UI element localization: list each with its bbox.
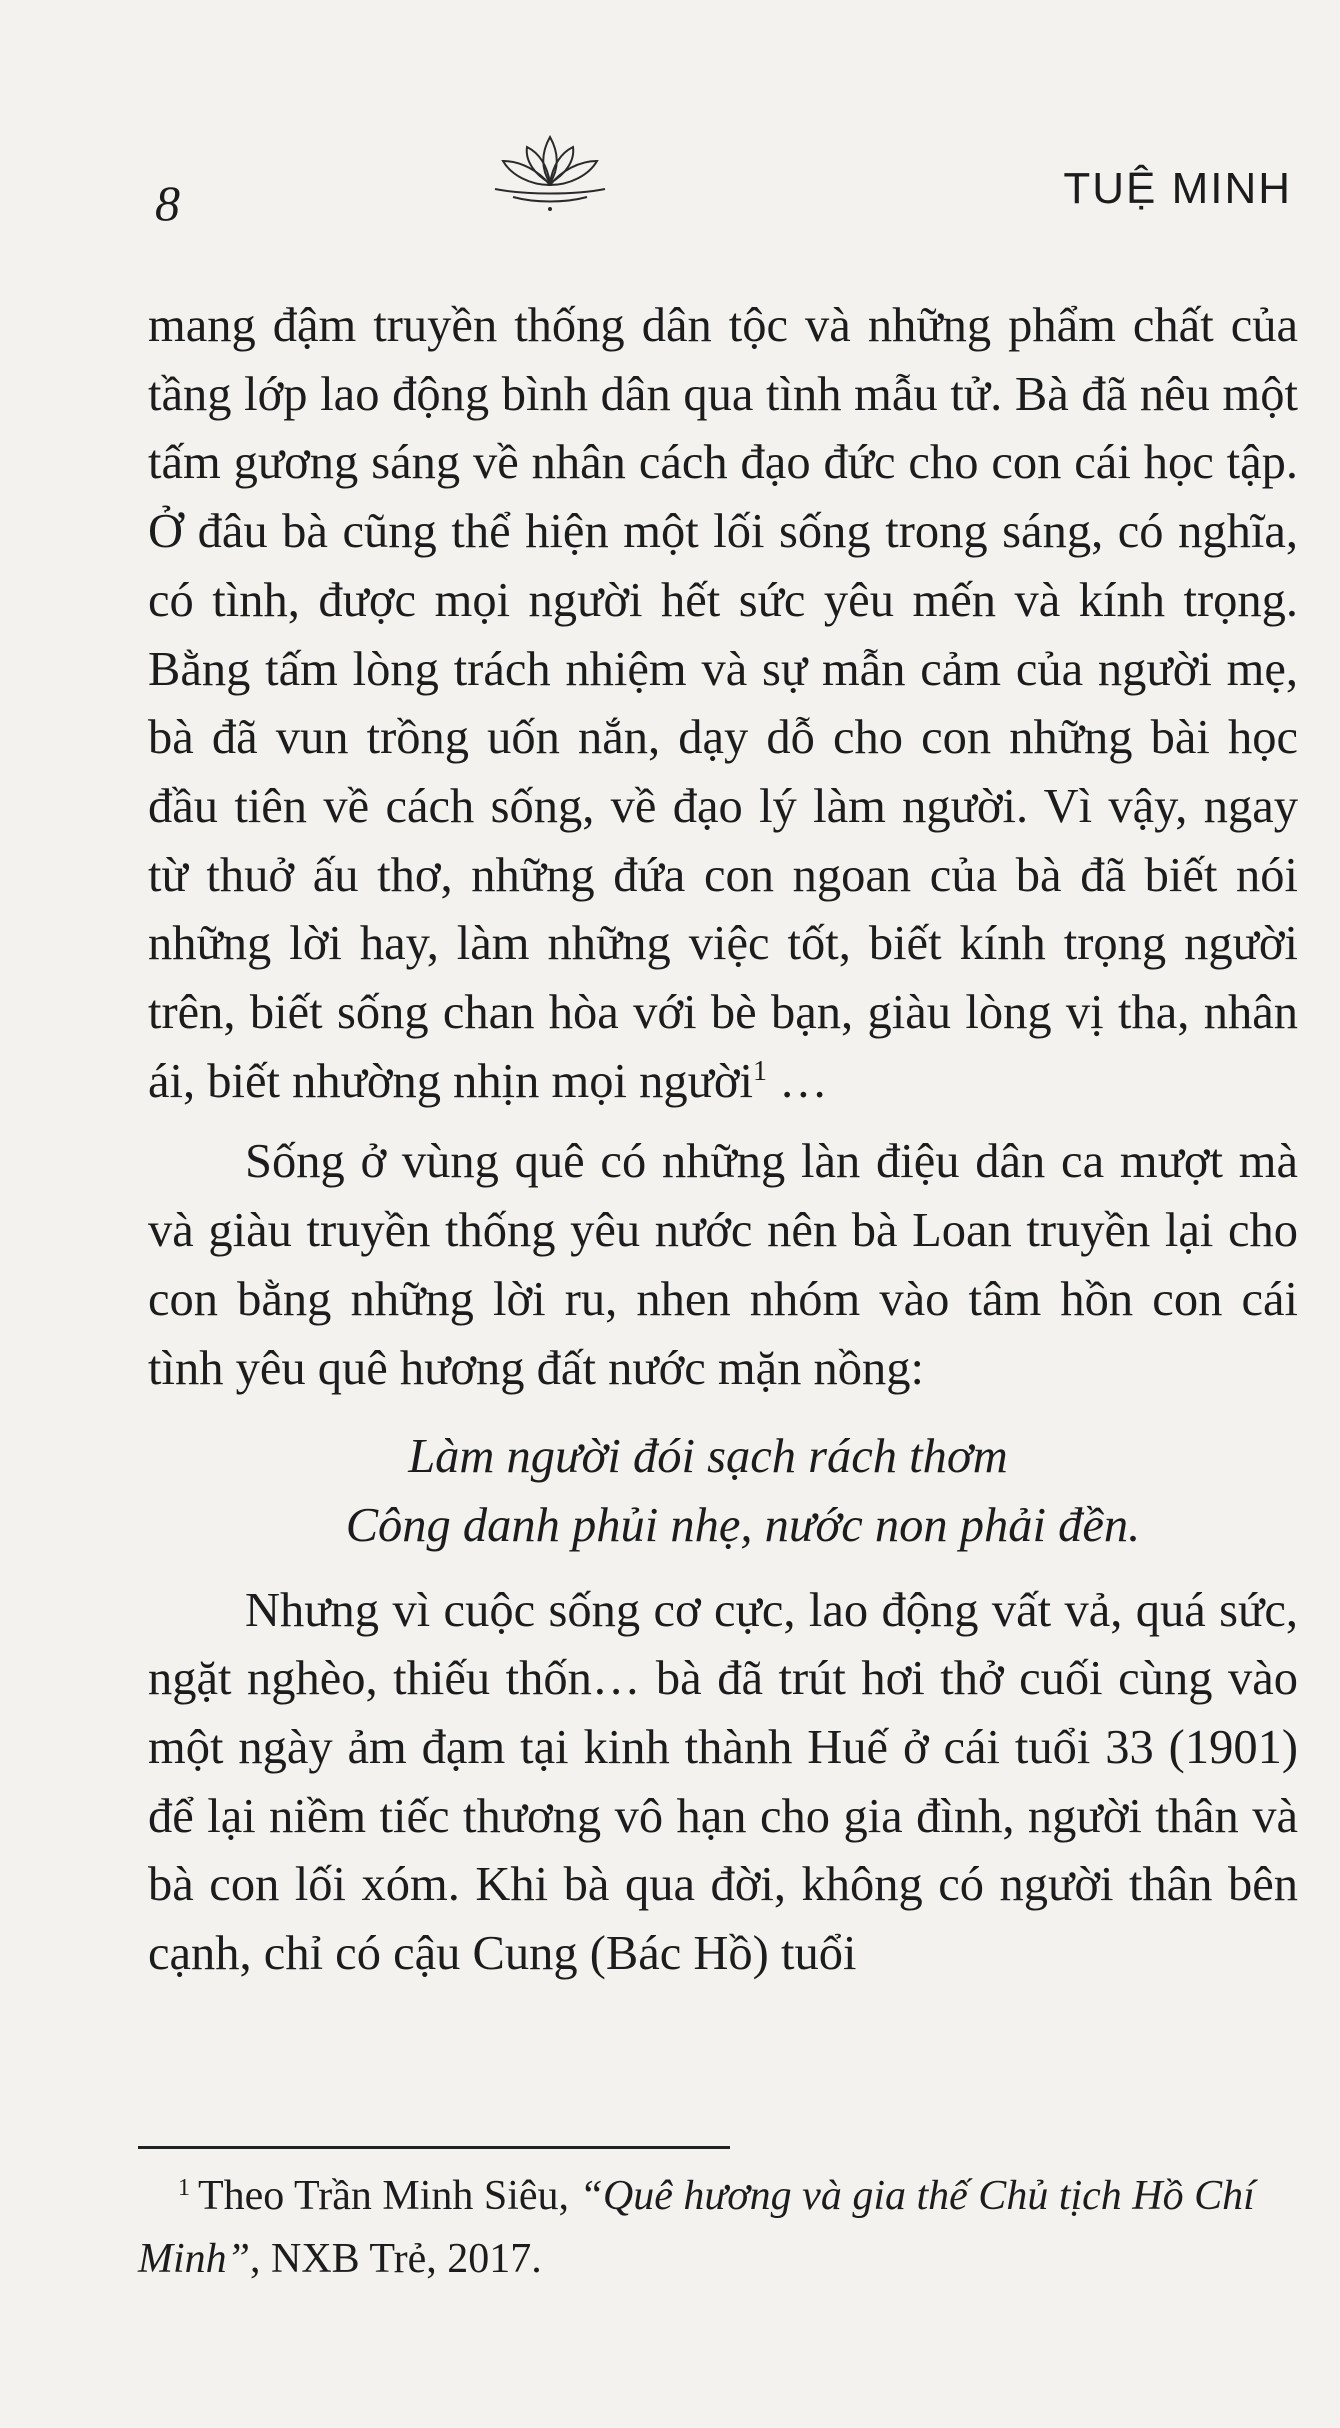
paragraph-text: mang đậm truyền thống dân tộc và những phẩm chất của tầng lớp lao động bình dân qua tình mẫu tử. Bà đã nêu một tấm gương sáng về nhân cách đạo đức cho con cái học tập. Ở đâu bà cũng thể hiện một lối sống trong sáng, có nghĩa, có tình, được mọi người hết sức yêu mến và kính trọng. Bằng tấm lòng trách nhiệm và sự mẫn cảm của người mẹ, bà đã vun trồng uốn nắn, dạy dỗ cho con những bài học đầu tiên về cách sống, về đạo lý làm người. Vì vậy, ngay từ thuở ấu thơ, những đứa con ngoan của bà đã biết nói những lời hay, làm những việc tốt, biết kính trọng người trên, biết sống chan hòa với bè bạn, giàu lòng vị tha, nhân ái, biết nhường nhịn mọi người: [148, 299, 1298, 1108]
footnote-suffix: , NXB Trẻ, 2017.: [250, 2236, 542, 2282]
footnote-divider: [138, 2146, 730, 2149]
paragraph: [148, 292, 1298, 1116]
footnote-prefix: Theo Trần Minh Siêu,: [198, 2173, 580, 2219]
footnote-reference: 1: [753, 1055, 767, 1087]
paragraph: Sống ở vùng quê có những làn điệu dân ca mượt mà và giàu truyền thống yêu nước nên bà Loan truyền lại cho con bằng những lời ru, nhen nhóm vào tâm hồn con cái tình yêu quê hương đất nước mặn nồng:: [148, 1135, 1298, 1395]
paragraph: Nhưng vì cuộc sống cơ cực, lao động vất vả, quá sức, ngặt nghèo, thiếu thốn… bà đã trút hơi thở cuối cùng vào một ngày ảm đạm tại kinh thành Huế ở cái tuổi 33 (1901) để lại niềm tiếc thương vô hạn cho gia đình, người thân và bà con lối xóm. Khi bà qua đời, không có người thân bên cạnh, chỉ có cậu Cung (Bác Hồ) tuổi: [148, 1583, 1298, 1981]
ellipsis: …: [767, 1054, 828, 1108]
page-number: 8: [155, 175, 180, 231]
running-head: TUỆ MINH: [1063, 164, 1292, 213]
verse-line: Công danh phủi nhẹ, nước non phải đền.: [345, 1498, 1141, 1552]
verse: [148, 1423, 1298, 1560]
footnote-marker: 1: [178, 2175, 190, 2201]
body-text: [148, 292, 1298, 1989]
footnote-title: “Quê hương và gia thế Chủ tịch Hồ Chí Minh”: [138, 2173, 1255, 2282]
lotus-icon: [485, 125, 615, 215]
page-header: [155, 160, 1292, 240]
verse-line: Làm người đói sạch rách thơm: [408, 1430, 1008, 1484]
footnote: [138, 2165, 1298, 2291]
